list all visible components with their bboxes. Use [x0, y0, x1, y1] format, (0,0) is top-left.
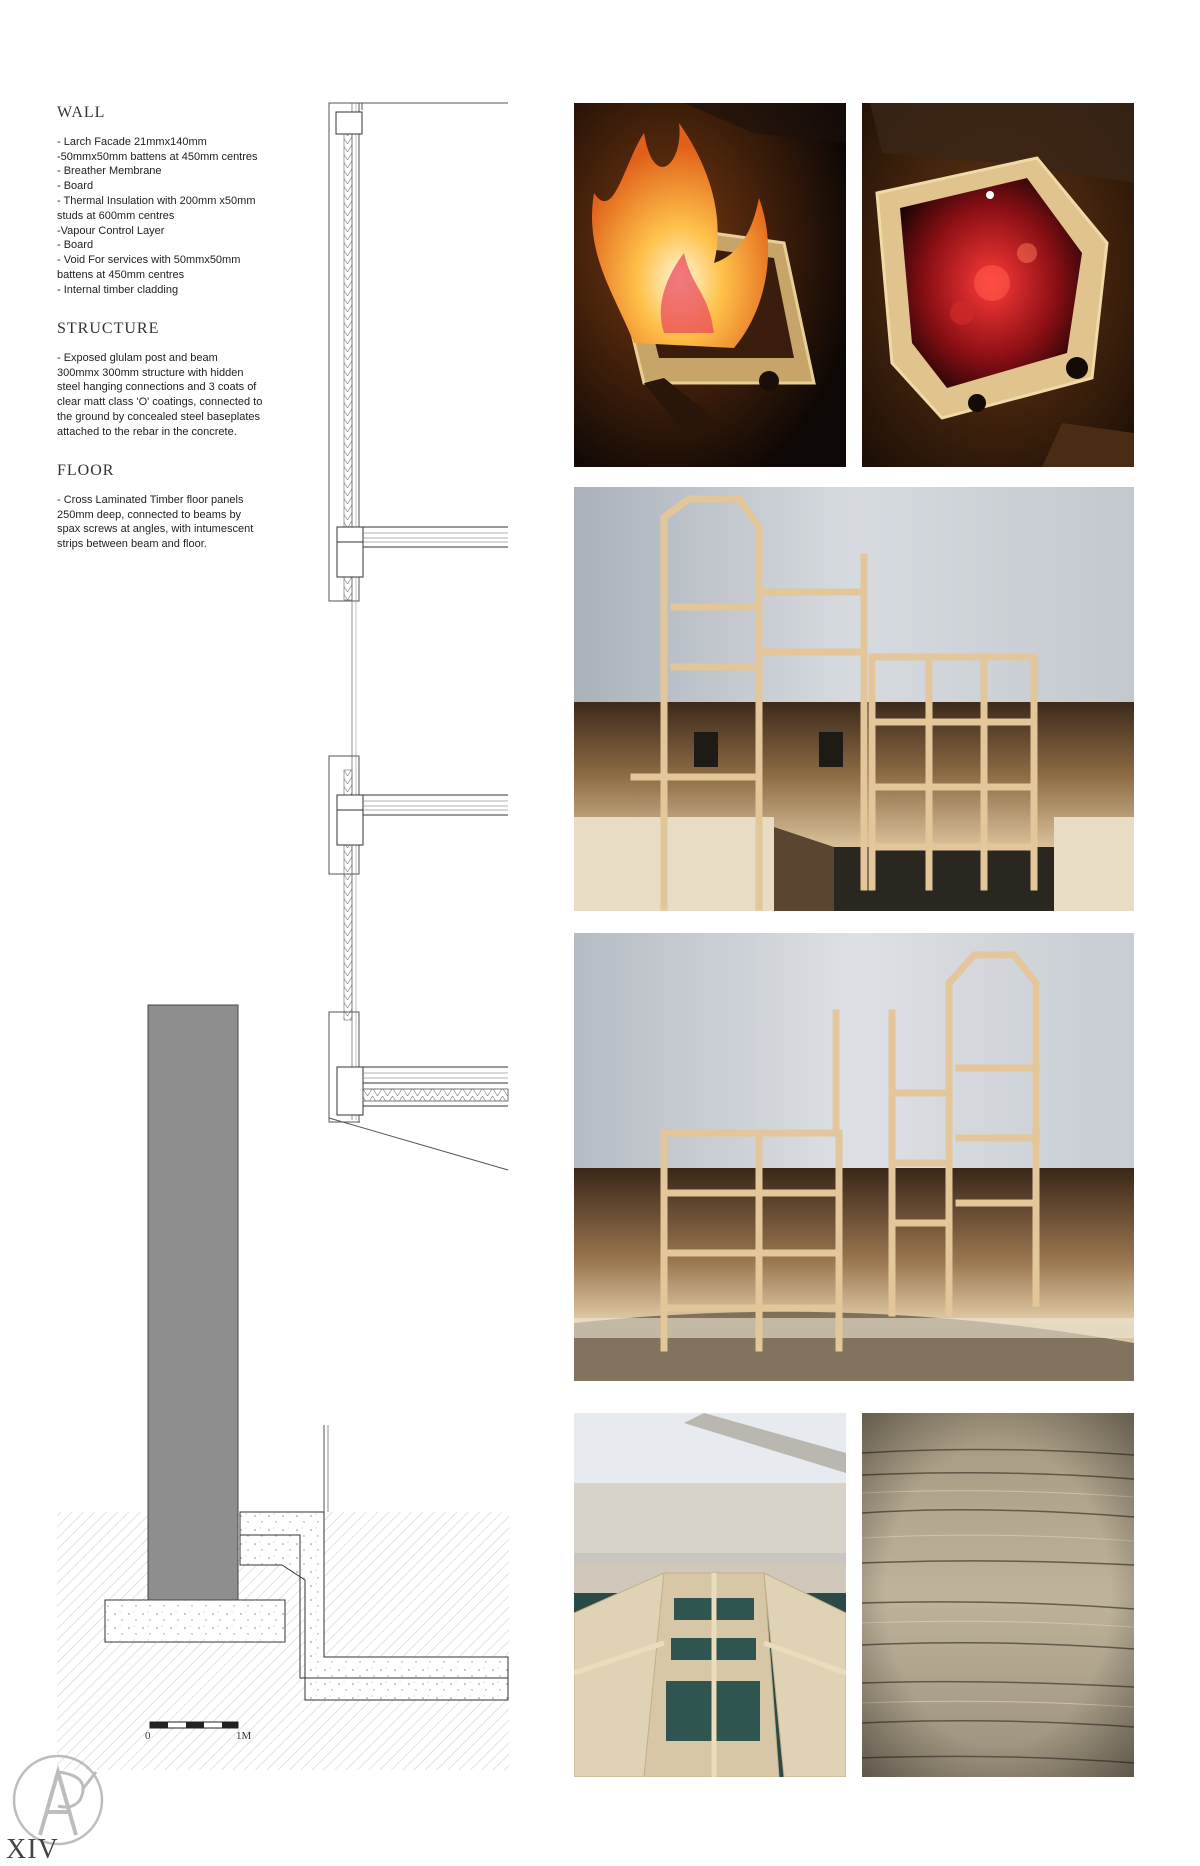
spec-item: spax screws at angles, with intumescent	[57, 523, 254, 536]
glulam-post	[148, 1005, 238, 1600]
spec-item: - Cross Laminated Timber floor panels	[57, 493, 244, 506]
floor-slab-2	[337, 795, 508, 845]
scale-start-label: 0	[145, 1730, 151, 1742]
photo-embers	[862, 103, 1134, 467]
photo-model-perspective	[574, 1413, 846, 1777]
spec-item: battens at 450mm centres	[57, 268, 185, 281]
photo-fire-burning	[574, 103, 846, 467]
spec-item: steel hanging connections and 3 coats of	[57, 381, 257, 394]
photo-model-front	[574, 487, 1134, 911]
wall-layers	[329, 103, 508, 1122]
spec-item: - Breather Membrane	[57, 165, 162, 178]
spec-heading: STRUCTURE	[57, 320, 160, 337]
photo-model-rear	[574, 933, 1134, 1381]
spec-heading: WALL	[57, 104, 106, 121]
spec-item: clear matt class 'O' coatings, connected to	[57, 396, 263, 409]
wall-section-drawing	[0, 0, 520, 1866]
page-number: XIV	[6, 1834, 59, 1865]
spec-item: - Exposed glulam post and beam	[57, 351, 218, 364]
logo-seal	[14, 1756, 102, 1844]
spec-item: 250mm deep, connected to beams by	[57, 508, 242, 521]
spec-item: - Board	[57, 180, 94, 193]
spec-item: - Larch Facade 21mmx140mm	[57, 135, 207, 148]
spec-item: -Vapour Control Layer	[57, 224, 165, 237]
spec-item: strips between beam and floor.	[57, 538, 207, 551]
spec-item: - Thermal Insulation with 200mm x50mm	[57, 194, 256, 207]
photo-timber-texture	[862, 1413, 1134, 1777]
spec-item: - Void For services with 50mmx50mm	[57, 254, 241, 267]
spec-item: 300mmx 300mm structure with hidden	[57, 366, 244, 379]
floor-slab-1	[337, 527, 508, 577]
spec-item: attached to the rebar in the concrete.	[57, 425, 237, 438]
spec-item: the ground by concealed steel baseplates	[57, 410, 261, 423]
scale-bar	[150, 1722, 238, 1728]
scale-end-label: 1M	[236, 1730, 252, 1742]
spec-item: -50mmx50mm battens at 450mm centres	[57, 150, 258, 163]
spec-heading: FLOOR	[57, 462, 115, 479]
spec-item: studs at 600mm centres	[57, 209, 175, 222]
spec-item: - Board	[57, 239, 94, 252]
spec-item: - Internal timber cladding	[57, 283, 179, 296]
